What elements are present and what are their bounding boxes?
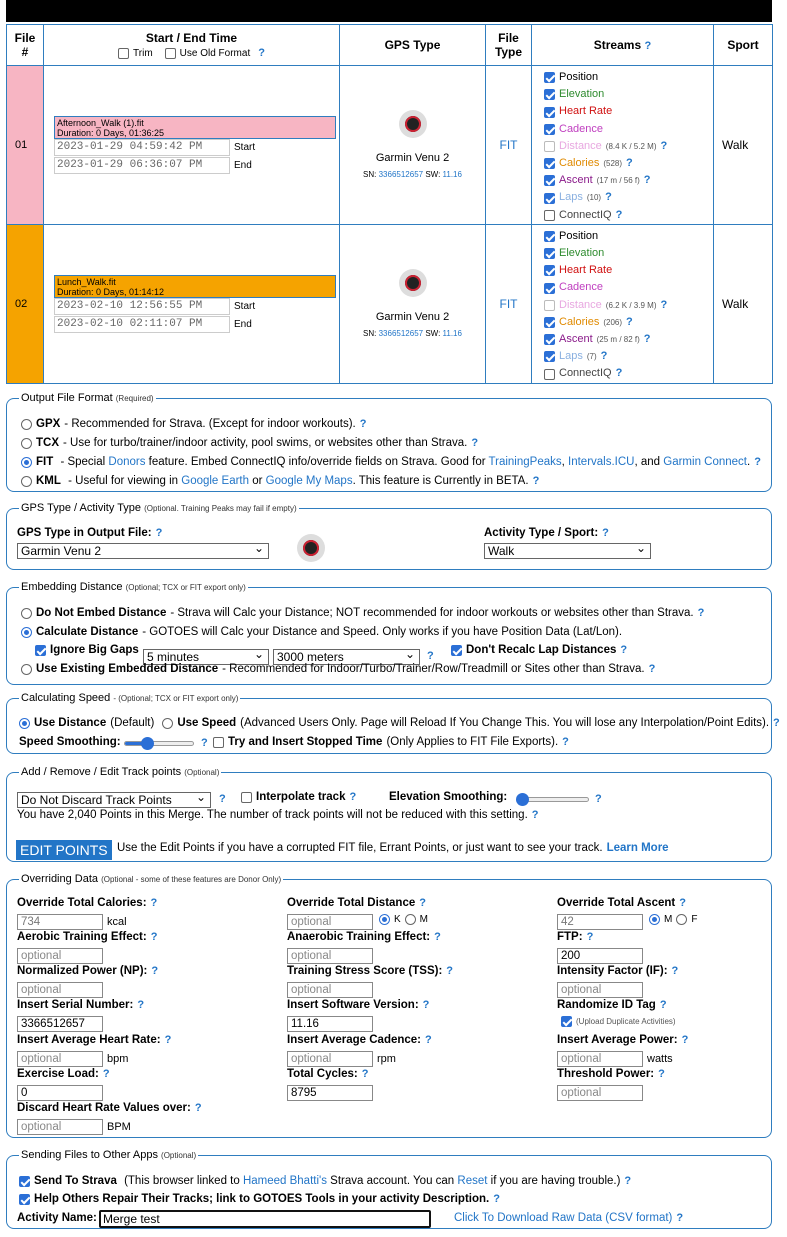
stream-label: Position — [559, 229, 599, 242]
help-icon[interactable]: ? — [605, 191, 612, 204]
fit-radio[interactable] — [21, 457, 32, 468]
activity-type-select[interactable]: Walk ⌄ — [484, 543, 651, 559]
help-icon[interactable]: ? — [602, 527, 609, 539]
watch-icon — [399, 269, 427, 297]
stopped-time-checkbox[interactable] — [213, 737, 224, 748]
hr-unit: bpm — [107, 1053, 129, 1065]
file-number: 01 — [7, 66, 44, 225]
help-icon[interactable]: ? — [624, 1175, 632, 1187]
asc_m-radio[interactable] — [649, 914, 660, 925]
donors-link[interactable]: Donors — [108, 456, 146, 468]
help-icon[interactable]: ? — [532, 475, 540, 487]
streams-header: Streams ? — [532, 25, 714, 66]
ignore-gaps-checkbox[interactable] — [35, 645, 46, 656]
section-legend: Add / Remove / Edit Track points (Optional) — [21, 766, 220, 778]
stream-extra: (528) — [603, 159, 623, 169]
stream-item — [544, 314, 713, 331]
streams-cell — [532, 224, 714, 383]
stream-label: Ascent — [559, 333, 593, 346]
ante-label: Anaerobic Training Effect: ? — [287, 931, 441, 943]
file-num-header: File # — [7, 25, 44, 66]
stream-item — [544, 262, 713, 279]
help-icon[interactable]: ? — [422, 999, 430, 1011]
file-type[interactable]: FIT — [486, 66, 532, 225]
stream-extra: (25 m / 82 f) — [596, 335, 640, 345]
serial-info: SN: 3366512657 SW: 11.16 — [363, 329, 462, 339]
trainingpeaks-link[interactable]: TrainingPeaks — [488, 456, 562, 468]
help-icon[interactable]: ? — [194, 1102, 202, 1114]
stream-extra: (7) — [586, 352, 597, 362]
stream-label: Cadence — [559, 281, 604, 294]
no-embed-radio[interactable] — [21, 608, 32, 619]
tc-label: Total Cycles: ? — [287, 1068, 369, 1080]
time-cell — [44, 224, 340, 383]
stream-checkbox[interactable] — [544, 72, 555, 83]
top-bar — [6, 0, 772, 22]
use-distance-radio[interactable] — [19, 718, 30, 729]
pow-label: Insert Average Power: ? — [557, 1034, 689, 1046]
learn-more-link[interactable]: Learn More — [606, 842, 669, 854]
sn-input[interactable]: 3366512657 — [17, 1016, 103, 1032]
ate-input[interactable]: optional — [17, 948, 103, 964]
tcx-radio[interactable] — [21, 438, 32, 449]
output-format-section: Output File Format (Required) GPX - Recommended for Strava. (Except for indoor workouts). ? TCX - Use for turbo/trainer/indoor activity, pool swims, or websites other than Strava. ? FIT - Special Donors feature. Embed ConnectIQ info/override fields on Strava. Good for TrainingPeaks, Intervals.ICU, and Garmin Connect. ? KML - Useful for viewing in Google Earth or Google My Maps. This feature is Currently in BETA. ? — [6, 392, 772, 492]
stream-label: Heart Rate — [559, 264, 613, 277]
section-legend: Embedding Distance (Optional; TCX or FIT export only) — [21, 581, 246, 593]
tp-input[interactable]: optional — [557, 1085, 643, 1101]
tp-label: Threshold Power: ? — [557, 1068, 665, 1080]
device-name: Garmin Venu 2 — [375, 152, 450, 165]
stream-checkbox[interactable] — [544, 300, 555, 311]
trim-checkbox[interactable] — [118, 48, 129, 59]
start-label: Start — [234, 142, 256, 153]
pow-unit: watts — [647, 1053, 673, 1065]
track-points-section: Add / Remove / Edit Track points (Optional) Do Not Discard Track Points ⌄ ? Interpolate track ? Elevation Smoothing: ? You have 2,040 Points in this Merge. The number of track points will not be reduced with this setting. ? EDIT POINTS Use the Edit Points if you have a corrupted FIT file, Errant Points, or just want to see your track. Learn More — [6, 766, 772, 862]
stream-label: Elevation — [559, 88, 605, 101]
help-icon[interactable]: ? — [644, 40, 652, 52]
hr-input[interactable]: optional — [17, 1051, 103, 1067]
dist_m-radio[interactable] — [405, 914, 416, 925]
help-icon[interactable]: ? — [446, 965, 454, 977]
end-time-input[interactable]: 2023-02-10 02:11:07 PM — [54, 316, 230, 333]
ftp-label: FTP: ? — [557, 931, 594, 943]
stream-checkbox[interactable] — [544, 141, 555, 152]
tss-label: Training Stress Score (TSS): ? — [287, 965, 454, 977]
cal-label: Override Total Calories: ? — [17, 897, 158, 909]
cal-unit: kcal — [107, 916, 127, 928]
rid-label: Randomize ID Tag ? — [557, 999, 667, 1011]
stream-item — [544, 365, 713, 382]
stream-item — [544, 297, 713, 314]
el-input[interactable]: 0 — [17, 1085, 103, 1101]
start-time-input[interactable]: 2023-01-29 04:59:42 PM — [54, 139, 230, 156]
pow-input[interactable]: optional — [557, 1051, 643, 1067]
stream-label: Elevation — [559, 247, 605, 260]
google-maps-link[interactable]: Google My Maps — [265, 475, 353, 487]
help-icon[interactable]: ? — [754, 456, 761, 468]
help-icon[interactable]: ? — [643, 333, 651, 346]
help-icon[interactable]: ? — [773, 717, 780, 729]
section-legend: Calculating Speed - (Optional; TCX or FIT export only) — [21, 692, 239, 704]
embedding-distance-section: Embedding Distance (Optional; TCX or FIT export only) Do Not Embed Distance - Strava will Calc your Distance; NOT recommended for indoor workouts or websites other than Strava. ? Calculate Distance - GOTOES will Calc your Distance and Speed. Only works if you have Position Data (Lat/Lon). Ignore Big Gaps 5 minutes ⌄ 3000 meters ⌄ ? Don't Recalc Lap Distances ? Use Existing Embedded Distance - Recommended for Indoor/Turbo/Trainer/Row/Treadmill or Sites other than Strava. ? — [6, 581, 772, 685]
stream-checkbox[interactable] — [544, 265, 555, 276]
end-time-input[interactable]: 2023-01-29 06:36:07 PM — [54, 157, 230, 174]
stream-extra: (6.2 K / 3.9 M) — [605, 300, 657, 310]
help-icon[interactable]: ? — [626, 157, 633, 170]
stream-item — [544, 331, 713, 348]
end-label: End — [234, 318, 252, 330]
cal-input[interactable]: 734 — [17, 914, 103, 930]
existing-distance-radio[interactable] — [21, 664, 32, 675]
help-icon[interactable]: ? — [697, 607, 705, 619]
help-icon[interactable]: ? — [562, 736, 569, 748]
dist_k-radio[interactable] — [379, 914, 390, 925]
np-label: Normalized Power (NP): ? — [17, 965, 159, 977]
file-name-box: Lunch_Walk.fit Duration: 0 Days, 01:14:12 — [54, 275, 336, 298]
file-type[interactable]: FIT — [486, 224, 532, 383]
file-type-header: File Type — [486, 25, 532, 66]
stream-checkbox[interactable] — [544, 231, 555, 242]
start-time-input[interactable]: 2023-02-10 12:56:55 PM — [54, 298, 230, 315]
stream-extra: (206) — [603, 317, 623, 327]
cad-label: Insert Average Cadence: ? — [287, 1034, 432, 1046]
help-icon[interactable]: ? — [151, 965, 159, 977]
help-icon[interactable]: ? — [155, 527, 163, 539]
stream-label: Calories — [559, 315, 600, 328]
gps-cell — [340, 224, 486, 383]
stream-item — [544, 207, 713, 224]
kml-radio[interactable] — [21, 476, 32, 487]
stream-label: Position — [559, 71, 599, 83]
stream-item — [544, 138, 713, 155]
stream-extra: (10) — [586, 193, 602, 203]
gap-distance-select[interactable]: 3000 meters ⌄ — [273, 649, 420, 665]
stream-item — [544, 189, 713, 206]
speed-smoothing-slider[interactable] — [124, 741, 194, 746]
ante-input[interactable]: optional — [287, 948, 373, 964]
asc_f-radio[interactable] — [676, 914, 687, 925]
activity-name-input[interactable]: Merge test — [99, 1210, 431, 1228]
dist-label: Override Total Distance ? — [287, 897, 426, 909]
discard-points-select[interactable]: Do Not Discard Track Points ⌄ — [17, 792, 211, 808]
stream-checkbox[interactable] — [544, 369, 555, 380]
sport-header: Sport — [714, 25, 773, 66]
end-label: End — [234, 160, 252, 171]
streams-cell — [532, 66, 714, 225]
stream-extra: (17 m / 56 f) — [596, 176, 640, 186]
google-earth-link[interactable]: Google Earth — [181, 475, 250, 487]
help-icon[interactable]: ? — [164, 1034, 172, 1046]
help-icon[interactable]: ? — [660, 298, 668, 311]
time-header: Start / End Time Trim Use Old Format ? — [44, 25, 340, 66]
stream-extra: (8.4 K / 5.2 M) — [605, 141, 657, 151]
gps-cell — [340, 66, 486, 225]
stream-label: Distance — [559, 298, 602, 311]
help-icon[interactable]: ? — [648, 663, 656, 675]
time-cell — [44, 66, 340, 225]
old-format-checkbox[interactable] — [165, 48, 176, 59]
start-label: Start — [234, 300, 256, 312]
tc-input[interactable]: 8795 — [287, 1085, 373, 1101]
stream-checkbox[interactable] — [544, 124, 555, 135]
stream-item — [544, 172, 713, 189]
dhr-input[interactable]: optional — [17, 1119, 103, 1135]
stream-label: ConnectIQ — [559, 367, 612, 380]
help-icon[interactable]: ? — [425, 1034, 432, 1046]
randomize-id-checkbox[interactable] — [561, 1016, 572, 1027]
strava-user-link[interactable]: Hameed Bhatti's — [242, 1175, 327, 1187]
elevation-smoothing-slider[interactable] — [517, 797, 589, 802]
help-icon[interactable]: ? — [620, 644, 628, 656]
file-name-box: Afternoon_Walk (1).fit Duration: 0 Days, 01:36:25 — [54, 116, 336, 139]
stream-checkbox[interactable] — [544, 107, 555, 118]
randomize-id-row: (Upload Duplicate Activities) — [561, 1016, 676, 1027]
stream-label: Laps — [559, 350, 583, 363]
send-files-section: Sending Files to Other Apps (Optional) Send To Strava (This browser linked to Hameed Bhatti's Strava account. You can Reset if you are having trouble.) ? Help Others Repair Their Tracks; link to GOTOES Tools in your activity Description. ? Activity Name: Merge test Click To Download Raw Data (CSV format) ? — [6, 1149, 772, 1229]
asc-input[interactable]: 42 — [557, 914, 643, 930]
help-icon[interactable]: ? — [615, 367, 623, 380]
help-icon[interactable]: ? — [660, 139, 668, 152]
garmin-connect-link[interactable]: Garmin Connect — [663, 456, 747, 468]
help-icon[interactable]: ? — [258, 47, 265, 59]
file-number: 02 — [7, 224, 44, 383]
stream-label: Ascent — [559, 174, 593, 187]
unit-radio-group: K M — [379, 914, 428, 925]
download-csv-link[interactable]: Click To Download Raw Data (CSV format) — [454, 1212, 673, 1224]
device-name: Garmin Venu 2 — [375, 311, 450, 324]
stream-checkbox[interactable] — [544, 210, 555, 221]
help-icon[interactable]: ? — [671, 965, 679, 977]
gps-activity-section: GPS Type / Activity Type (Optional. Training Peaks may fail if empty) GPS Type in Output File: ? Garmin Venu 2 ⌄ Activity Type / Sport: ? Walk ⌄ — [6, 502, 772, 570]
help-icon[interactable]: ? — [150, 897, 158, 909]
stream-checkbox[interactable] — [544, 89, 555, 100]
el-label: Exercise Load: ? — [17, 1068, 110, 1080]
cad-unit: rpm — [377, 1053, 396, 1065]
if-input[interactable]: optional — [557, 982, 643, 998]
help-icon[interactable]: ? — [359, 418, 367, 430]
stream-checkbox[interactable] — [544, 193, 555, 204]
stream-item — [544, 121, 713, 138]
section-legend: Output File Format (Required) — [21, 392, 154, 404]
dhr-label: Discard Heart Rate Values over: ? — [17, 1102, 202, 1114]
stream-item — [544, 69, 713, 86]
tss-input[interactable]: optional — [287, 982, 373, 998]
send-strava-checkbox[interactable] — [19, 1176, 30, 1187]
help-icon[interactable]: ? — [679, 897, 686, 909]
if-label: Intensity Factor (IF): ? — [557, 965, 679, 977]
hr-label: Insert Average Heart Rate: ? — [17, 1034, 172, 1046]
stream-label: Calories — [559, 157, 600, 170]
use-speed-radio[interactable] — [162, 718, 173, 729]
help-icon[interactable]: ? — [658, 1068, 665, 1080]
stream-label: Laps — [559, 191, 583, 204]
help-icon[interactable]: ? — [419, 897, 426, 909]
gap-time-select[interactable]: 5 minutes ⌄ — [143, 649, 269, 665]
overriding-data-section — [6, 873, 772, 1138]
file-row-2 — [7, 224, 773, 383]
help-icon[interactable]: ? — [137, 999, 145, 1011]
help-icon[interactable]: ? — [676, 1212, 684, 1224]
stream-item — [544, 348, 713, 365]
serial-info: SN: 3366512657 SW: 11.16 — [363, 170, 462, 180]
files-table — [6, 24, 773, 384]
help-icon[interactable]: ? — [361, 1068, 369, 1080]
stream-item — [544, 228, 713, 245]
help-icon[interactable]: ? — [434, 931, 441, 943]
help-icon[interactable]: ? — [586, 931, 594, 943]
calculating-speed-section: Calculating Speed - (Optional; TCX or FIT export only) Use Distance (Default) Use Speed (Advanced Users Only. Page will Reload If You Change This. You will lose any Interpolation/Point Edits). ? Speed Smoothing: ? Try and Insert Stopped Time (Only Applies to FIT File Exports). ? — [6, 692, 772, 754]
sw-input[interactable]: 11.16 — [287, 1016, 373, 1032]
sport: Walk — [714, 66, 773, 225]
stream-item — [544, 279, 713, 296]
stream-label: ConnectIQ — [559, 208, 612, 221]
file-row-1 — [7, 66, 773, 225]
dont-recalc-checkbox[interactable] — [451, 645, 462, 656]
ftp-input[interactable]: 200 — [557, 948, 643, 964]
help-icon[interactable]: ? — [643, 174, 651, 187]
section-legend: Overriding Data (Optional - some of these features are Donor Only) — [21, 873, 282, 885]
asc-label: Override Total Ascent ? — [557, 897, 686, 909]
help-icon[interactable]: ? — [201, 737, 208, 749]
help-icon[interactable]: ? — [659, 999, 667, 1011]
stream-label: Cadence — [559, 122, 604, 135]
help-icon[interactable]: ? — [219, 793, 226, 805]
help-icon[interactable]: ? — [615, 208, 623, 221]
ate-label: Aerobic Training Effect: ? — [17, 931, 158, 943]
sport: Walk — [714, 224, 773, 383]
help-icon[interactable]: ? — [427, 650, 434, 662]
gpx-radio[interactable] — [21, 419, 32, 430]
stream-item — [544, 245, 713, 262]
help-icon[interactable]: ? — [531, 809, 539, 821]
stream-item — [544, 155, 713, 172]
interpolate-checkbox[interactable] — [241, 792, 252, 803]
help-icon[interactable]: ? — [600, 350, 608, 363]
stream-checkbox[interactable] — [544, 334, 555, 345]
section-legend: GPS Type / Activity Type (Optional. Training Peaks may fail if empty) — [21, 502, 297, 514]
stream-checkbox[interactable] — [544, 248, 555, 259]
calculate-distance-radio[interactable] — [21, 627, 32, 638]
cad-input[interactable]: optional — [287, 1051, 373, 1067]
help-icon[interactable]: ? — [349, 791, 357, 803]
table-header — [7, 25, 773, 66]
gps-header: GPS Type — [340, 25, 486, 66]
stream-checkbox[interactable] — [544, 158, 555, 169]
stream-label: Distance — [559, 139, 602, 152]
np-input[interactable]: optional — [17, 982, 103, 998]
help-icon[interactable]: ? — [102, 1068, 110, 1080]
stream-label: Heart Rate — [559, 105, 613, 118]
help-icon[interactable]: ? — [150, 931, 158, 943]
help-icon[interactable]: ? — [626, 315, 633, 328]
stream-item — [544, 103, 713, 120]
dhr-unit: BPM — [107, 1121, 131, 1133]
edit-points-button[interactable]: EDIT POINTS — [16, 840, 112, 860]
help-icon[interactable]: ? — [681, 1034, 689, 1046]
stream-checkbox[interactable] — [544, 283, 555, 294]
intervals-link[interactable]: Intervals.ICU — [568, 456, 635, 468]
reset-link[interactable]: Reset — [457, 1175, 488, 1187]
stream-checkbox[interactable] — [544, 317, 555, 328]
dist-input[interactable]: optional — [287, 914, 373, 930]
unit-radio-group: M F — [649, 914, 697, 925]
help-others-checkbox[interactable] — [19, 1194, 30, 1205]
section-legend: Sending Files to Other Apps (Optional) — [21, 1149, 197, 1161]
stream-checkbox[interactable] — [544, 351, 555, 362]
gps-type-select[interactable]: Garmin Venu 2 ⌄ — [17, 543, 269, 559]
help-icon[interactable]: ? — [595, 793, 602, 805]
watch-icon — [399, 110, 427, 138]
stream-checkbox[interactable] — [544, 175, 555, 186]
help-icon[interactable]: ? — [471, 437, 479, 449]
stream-item — [544, 86, 713, 103]
sw-label: Insert Software Version: ? — [287, 999, 430, 1011]
sn-label: Insert Serial Number: ? — [17, 999, 145, 1011]
help-icon[interactable]: ? — [493, 1193, 500, 1205]
watch-icon — [297, 534, 325, 562]
